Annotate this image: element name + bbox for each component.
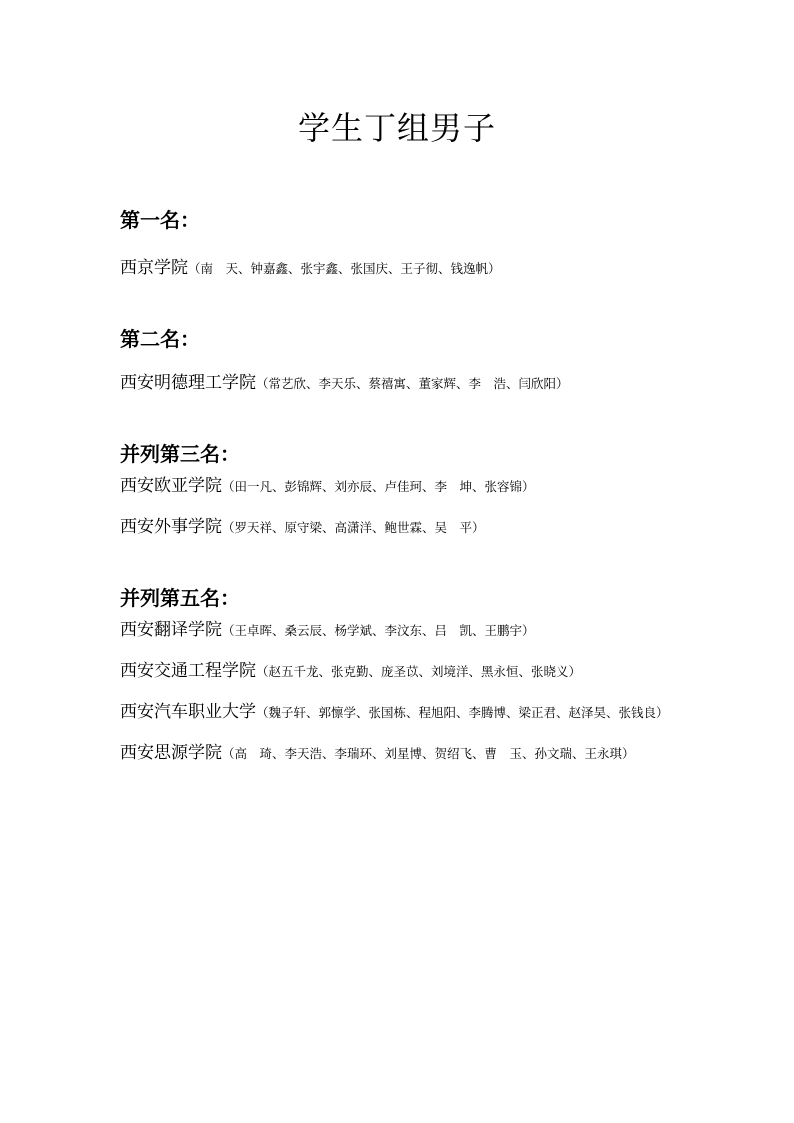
team-members: （南 天、钟嘉鑫、张宇鑫、张国庆、王子彻、钱逸帆）: [188, 261, 501, 276]
school-name: 西安汽车职业大学: [120, 702, 256, 722]
team-members: （高 琦、李天浩、李瑞环、刘星博、贺绍飞、曹 玉、孙文瑞、王永琪）: [222, 746, 635, 761]
school-name: 西安思源学院: [120, 743, 222, 763]
school-name: 西京学院: [120, 258, 188, 278]
school-name: 西安外事学院: [120, 517, 222, 537]
team-entry: [120, 468, 694, 505]
ranking-section-fifth-tied: [120, 584, 694, 772]
page-title: 学生丁组男子: [297, 109, 496, 147]
school-name: 西安明德理工学院: [120, 373, 256, 393]
school-name: 西安翻译学院: [120, 620, 222, 640]
team-members: （罗天祥、原守梁、高潇洋、鲍世霖、吴 平）: [222, 520, 485, 535]
rank-heading: 第一名：: [120, 208, 200, 232]
team-members: （王卓晖、桑云辰、杨学斌、李汶东、吕 凯、王鹏宇）: [222, 623, 535, 638]
team-members: （田一凡、彭锦辉、刘亦辰、卢佳珂、李 坤、张容锦）: [222, 479, 535, 494]
school-name: 西安交通工程学院: [120, 661, 256, 681]
ranking-section-second: [120, 325, 694, 402]
rank-heading: 并列第三名：: [120, 442, 240, 466]
ranking-section-third-tied: [120, 440, 694, 546]
team-entry: [120, 612, 694, 649]
rank-heading: 第二名：: [120, 327, 200, 351]
team-entry: [120, 735, 694, 772]
team-members: （赵五千龙、张克勤、庞圣苡、刘境洋、黑永恒、张晓义）: [256, 664, 582, 679]
team-members: （常艺欣、李天乐、蔡禧寓、董家辉、李 浩、闫欣阳）: [256, 376, 569, 391]
team-members: （魏子轩、郭懔学、张国栋、程旭阳、李腾博、梁正君、赵泽昊、张钱良）: [256, 705, 669, 720]
rankings-content: [120, 200, 694, 772]
team-entry: [120, 509, 694, 546]
school-name: 西安欧亚学院: [120, 476, 222, 496]
team-entry: [120, 653, 694, 690]
team-entry: [120, 365, 694, 402]
team-entry: [120, 694, 694, 731]
rank-heading: 并列第五名：: [120, 586, 240, 610]
ranking-section-first: [120, 206, 694, 287]
team-entry: [120, 250, 694, 287]
